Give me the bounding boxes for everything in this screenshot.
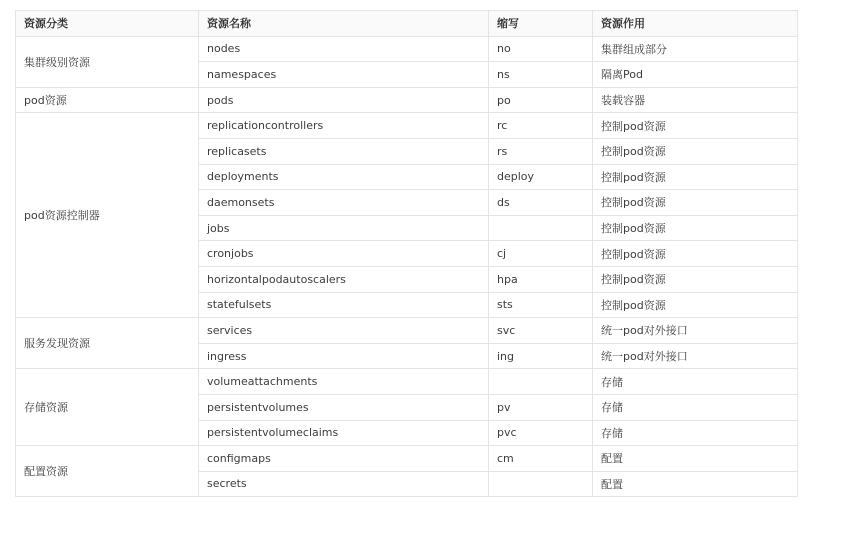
purpose-cell: 统一pod对外接口 (593, 318, 798, 344)
header-abbr: 缩写 (489, 11, 593, 37)
header-name: 资源名称 (199, 11, 489, 37)
header-category: 资源分类 (16, 11, 199, 37)
table-row (16, 113, 798, 139)
abbreviation-cell: rc (489, 113, 593, 139)
category-cell: 存储资源 (16, 369, 199, 446)
purpose-cell: 配置 (593, 446, 798, 472)
table-row (16, 87, 798, 113)
purpose-cell: 装载容器 (593, 87, 798, 113)
header-purpose: 资源作用 (593, 11, 798, 37)
purpose-cell: 存储 (593, 394, 798, 420)
abbreviation-cell: cj (489, 241, 593, 267)
purpose-cell: 统一pod对外接口 (593, 343, 798, 369)
abbreviation-cell (489, 369, 593, 395)
resource-name-cell: nodes (199, 36, 489, 62)
abbreviation-cell: svc (489, 318, 593, 344)
purpose-cell: 控制pod资源 (593, 266, 798, 292)
resource-name-cell: deployments (199, 164, 489, 190)
purpose-cell: 控制pod资源 (593, 241, 798, 267)
purpose-cell: 控制pod资源 (593, 138, 798, 164)
purpose-cell: 控制pod资源 (593, 113, 798, 139)
abbreviation-cell: ing (489, 343, 593, 369)
purpose-cell: 控制pod资源 (593, 215, 798, 241)
resource-name-cell: replicasets (199, 138, 489, 164)
resource-table (15, 10, 798, 497)
resource-name-cell: configmaps (199, 446, 489, 472)
abbreviation-cell: sts (489, 292, 593, 318)
abbreviation-cell: pv (489, 394, 593, 420)
resource-name-cell: jobs (199, 215, 489, 241)
purpose-cell: 隔离Pod (593, 62, 798, 88)
abbreviation-cell: rs (489, 138, 593, 164)
category-cell: 服务发现资源 (16, 318, 199, 369)
table-row (16, 446, 798, 472)
resource-name-cell: namespaces (199, 62, 489, 88)
table-row (16, 36, 798, 62)
resource-name-cell: persistentvolumes (199, 394, 489, 420)
resource-name-cell: daemonsets (199, 190, 489, 216)
table-header-row (16, 11, 798, 37)
purpose-cell: 控制pod资源 (593, 190, 798, 216)
purpose-cell: 存储 (593, 369, 798, 395)
purpose-cell: 控制pod资源 (593, 292, 798, 318)
purpose-cell: 控制pod资源 (593, 164, 798, 190)
abbreviation-cell: ns (489, 62, 593, 88)
resource-name-cell: pods (199, 87, 489, 113)
abbreviation-cell: deploy (489, 164, 593, 190)
abbreviation-cell: pvc (489, 420, 593, 446)
resource-name-cell: cronjobs (199, 241, 489, 267)
resource-name-cell: statefulsets (199, 292, 489, 318)
abbreviation-cell: no (489, 36, 593, 62)
abbreviation-cell: cm (489, 446, 593, 472)
abbreviation-cell: po (489, 87, 593, 113)
resource-name-cell: persistentvolumeclaims (199, 420, 489, 446)
resource-name-cell: horizontalpodautoscalers (199, 266, 489, 292)
table-row (16, 318, 798, 344)
resource-name-cell: replicationcontrollers (199, 113, 489, 139)
purpose-cell: 配置 (593, 471, 798, 497)
category-cell: 集群级别资源 (16, 36, 199, 87)
abbreviation-cell: ds (489, 190, 593, 216)
abbreviation-cell (489, 471, 593, 497)
resource-name-cell: services (199, 318, 489, 344)
purpose-cell: 集群组成部分 (593, 36, 798, 62)
resource-name-cell: secrets (199, 471, 489, 497)
purpose-cell: 存储 (593, 420, 798, 446)
category-cell: pod资源控制器 (16, 113, 199, 318)
table-row (16, 369, 798, 395)
category-cell: pod资源 (16, 87, 199, 113)
abbreviation-cell: hpa (489, 266, 593, 292)
resource-name-cell: ingress (199, 343, 489, 369)
table-body (16, 36, 798, 497)
category-cell: 配置资源 (16, 446, 199, 497)
abbreviation-cell (489, 215, 593, 241)
resource-name-cell: volumeattachments (199, 369, 489, 395)
